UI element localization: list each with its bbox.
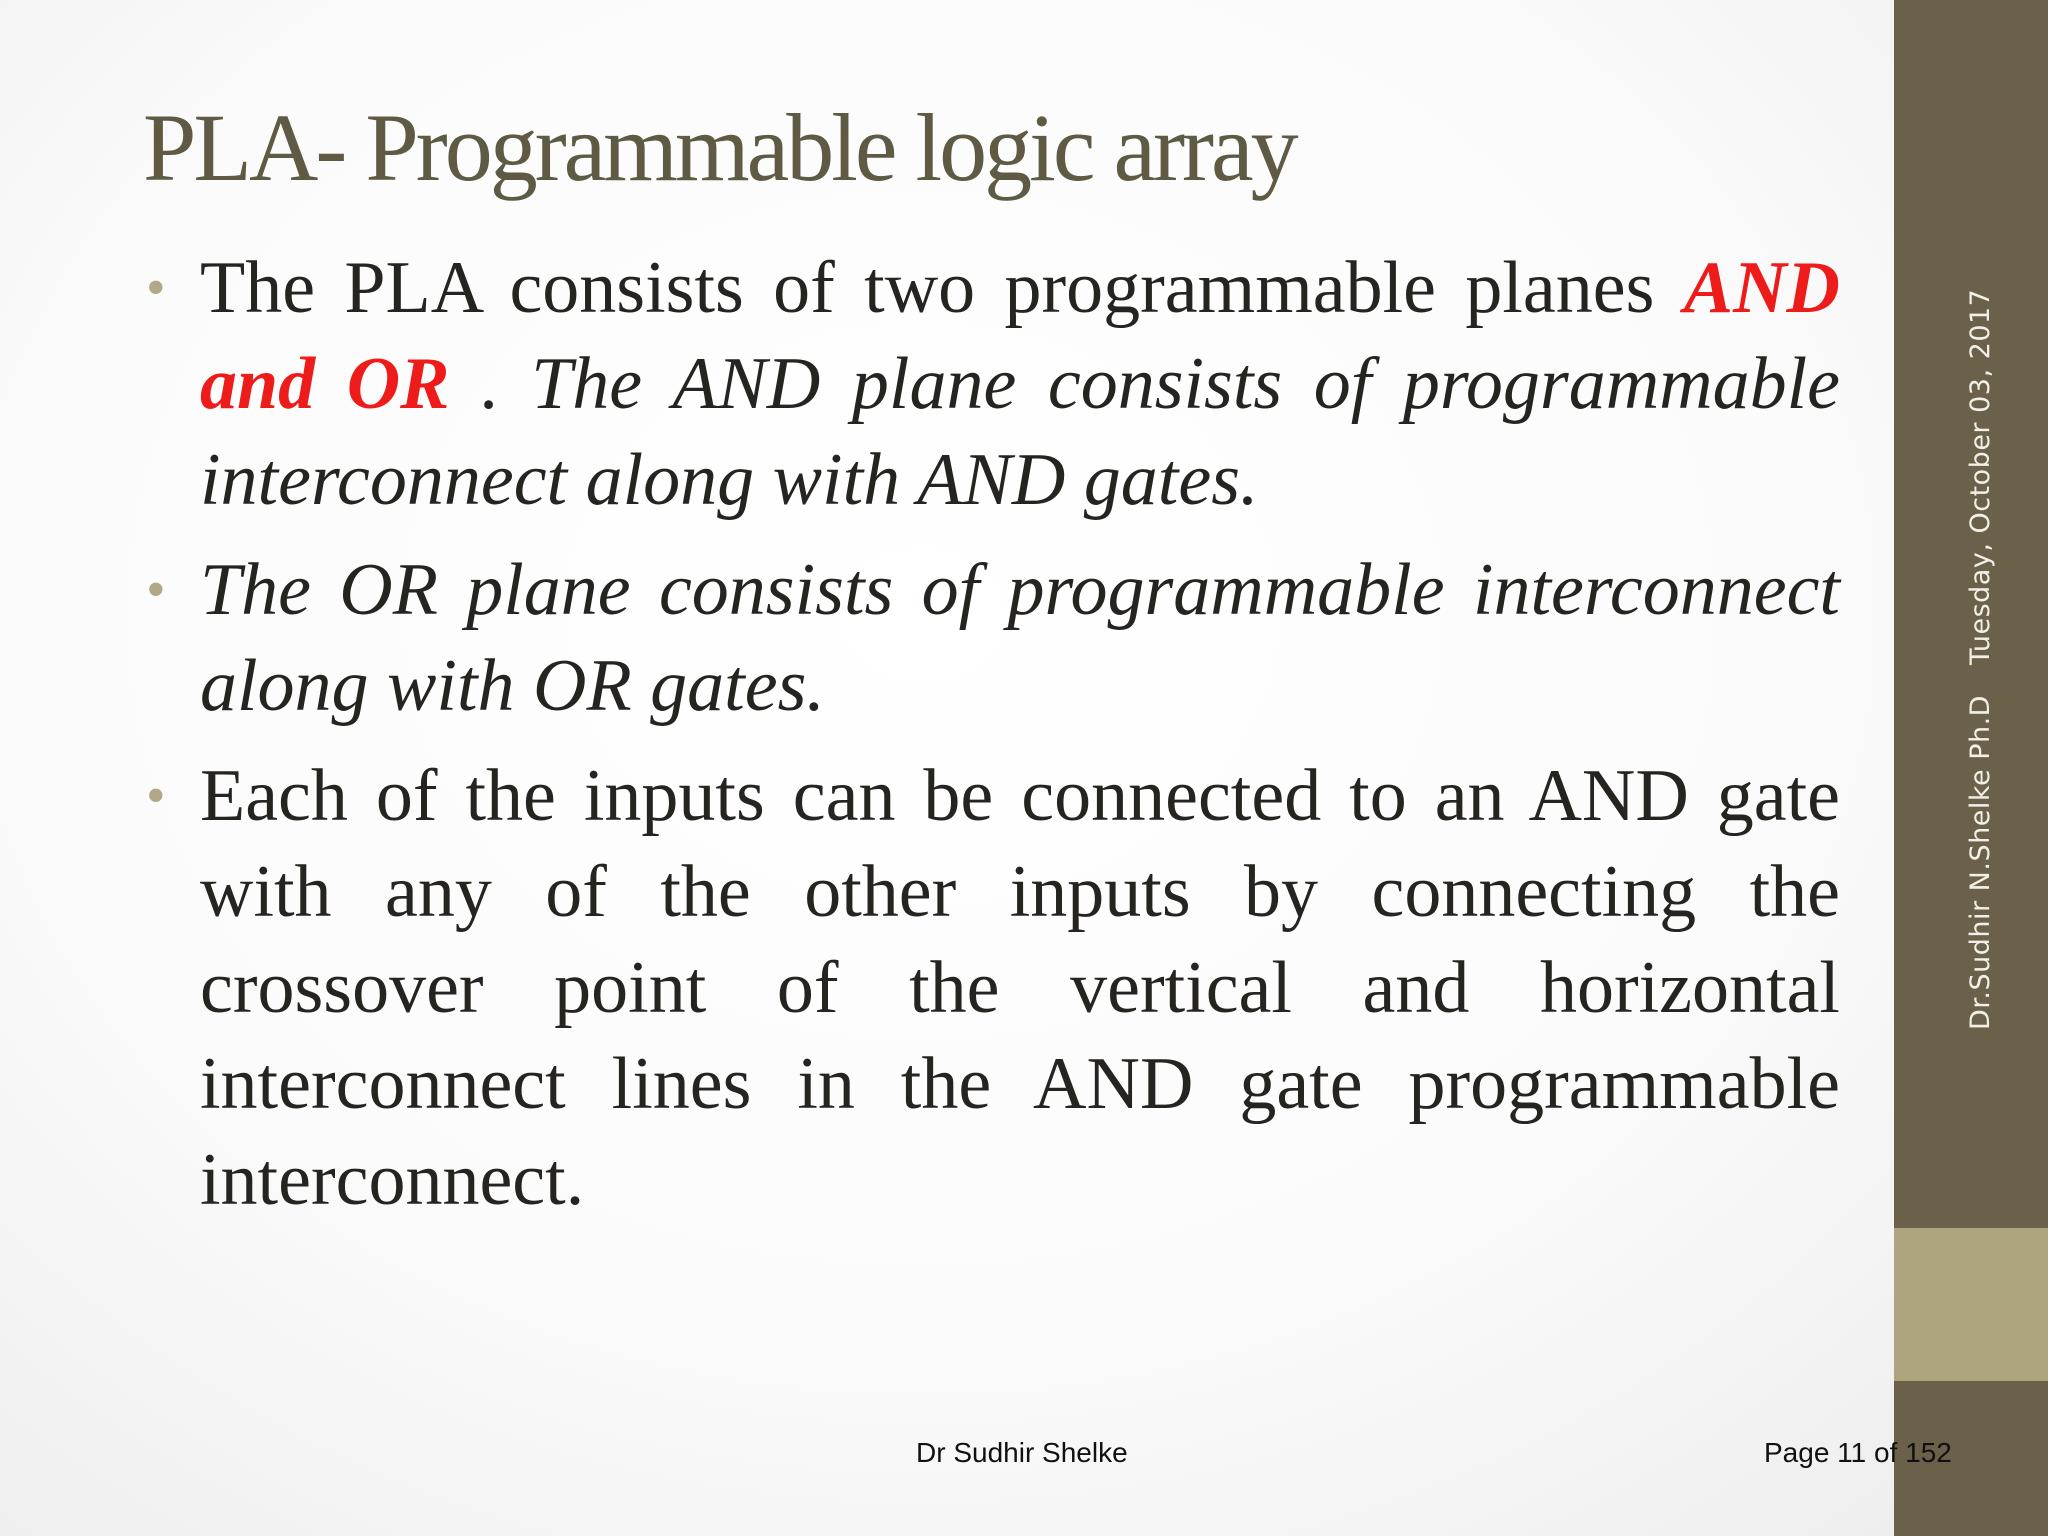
footer-author: Dr Sudhir Shelke	[916, 1437, 1128, 1468]
bullet-item-3	[140, 748, 1840, 1228]
sidebar-author: Dr.Sudhir N.Shelke Ph.D	[1965, 695, 1996, 1030]
sidebar-accent-block	[1894, 1228, 2048, 1381]
bullet-marker: •	[146, 257, 166, 319]
footer-page-number: Page 11 of 152	[1764, 1437, 1952, 1468]
slide-title: PLA- Programmable logic array	[143, 94, 1296, 201]
bullet-item-1	[140, 240, 1840, 528]
sidebar-date: Tuesday, October 03, 2017	[1965, 288, 1996, 666]
bullet-1-intro: The PLA consists of two programmable planes	[200, 247, 1684, 329]
bullet-2-text: The OR plane consists of programmable interconnect along with OR gates.	[200, 549, 1840, 727]
sidebar-vertical-text	[1965, 289, 1996, 1030]
bullet-list	[140, 240, 1840, 1242]
bullet-item-2	[140, 542, 1840, 734]
bullet-marker: •	[146, 559, 166, 621]
bullet-marker: •	[146, 765, 166, 827]
bullet-1-rest: . The AND plane consists of programmable interconnect along with AND gates.	[200, 343, 1841, 521]
bullet-3-text: Each of the inputs can be connected to an AND gate with any of the other inputs by connecting the crossover point of the vertical and horizontal interconnect lines in the AND gate programmable interconnect.	[200, 755, 1840, 1221]
bullet-1-highlight: AND and OR	[200, 247, 1840, 425]
